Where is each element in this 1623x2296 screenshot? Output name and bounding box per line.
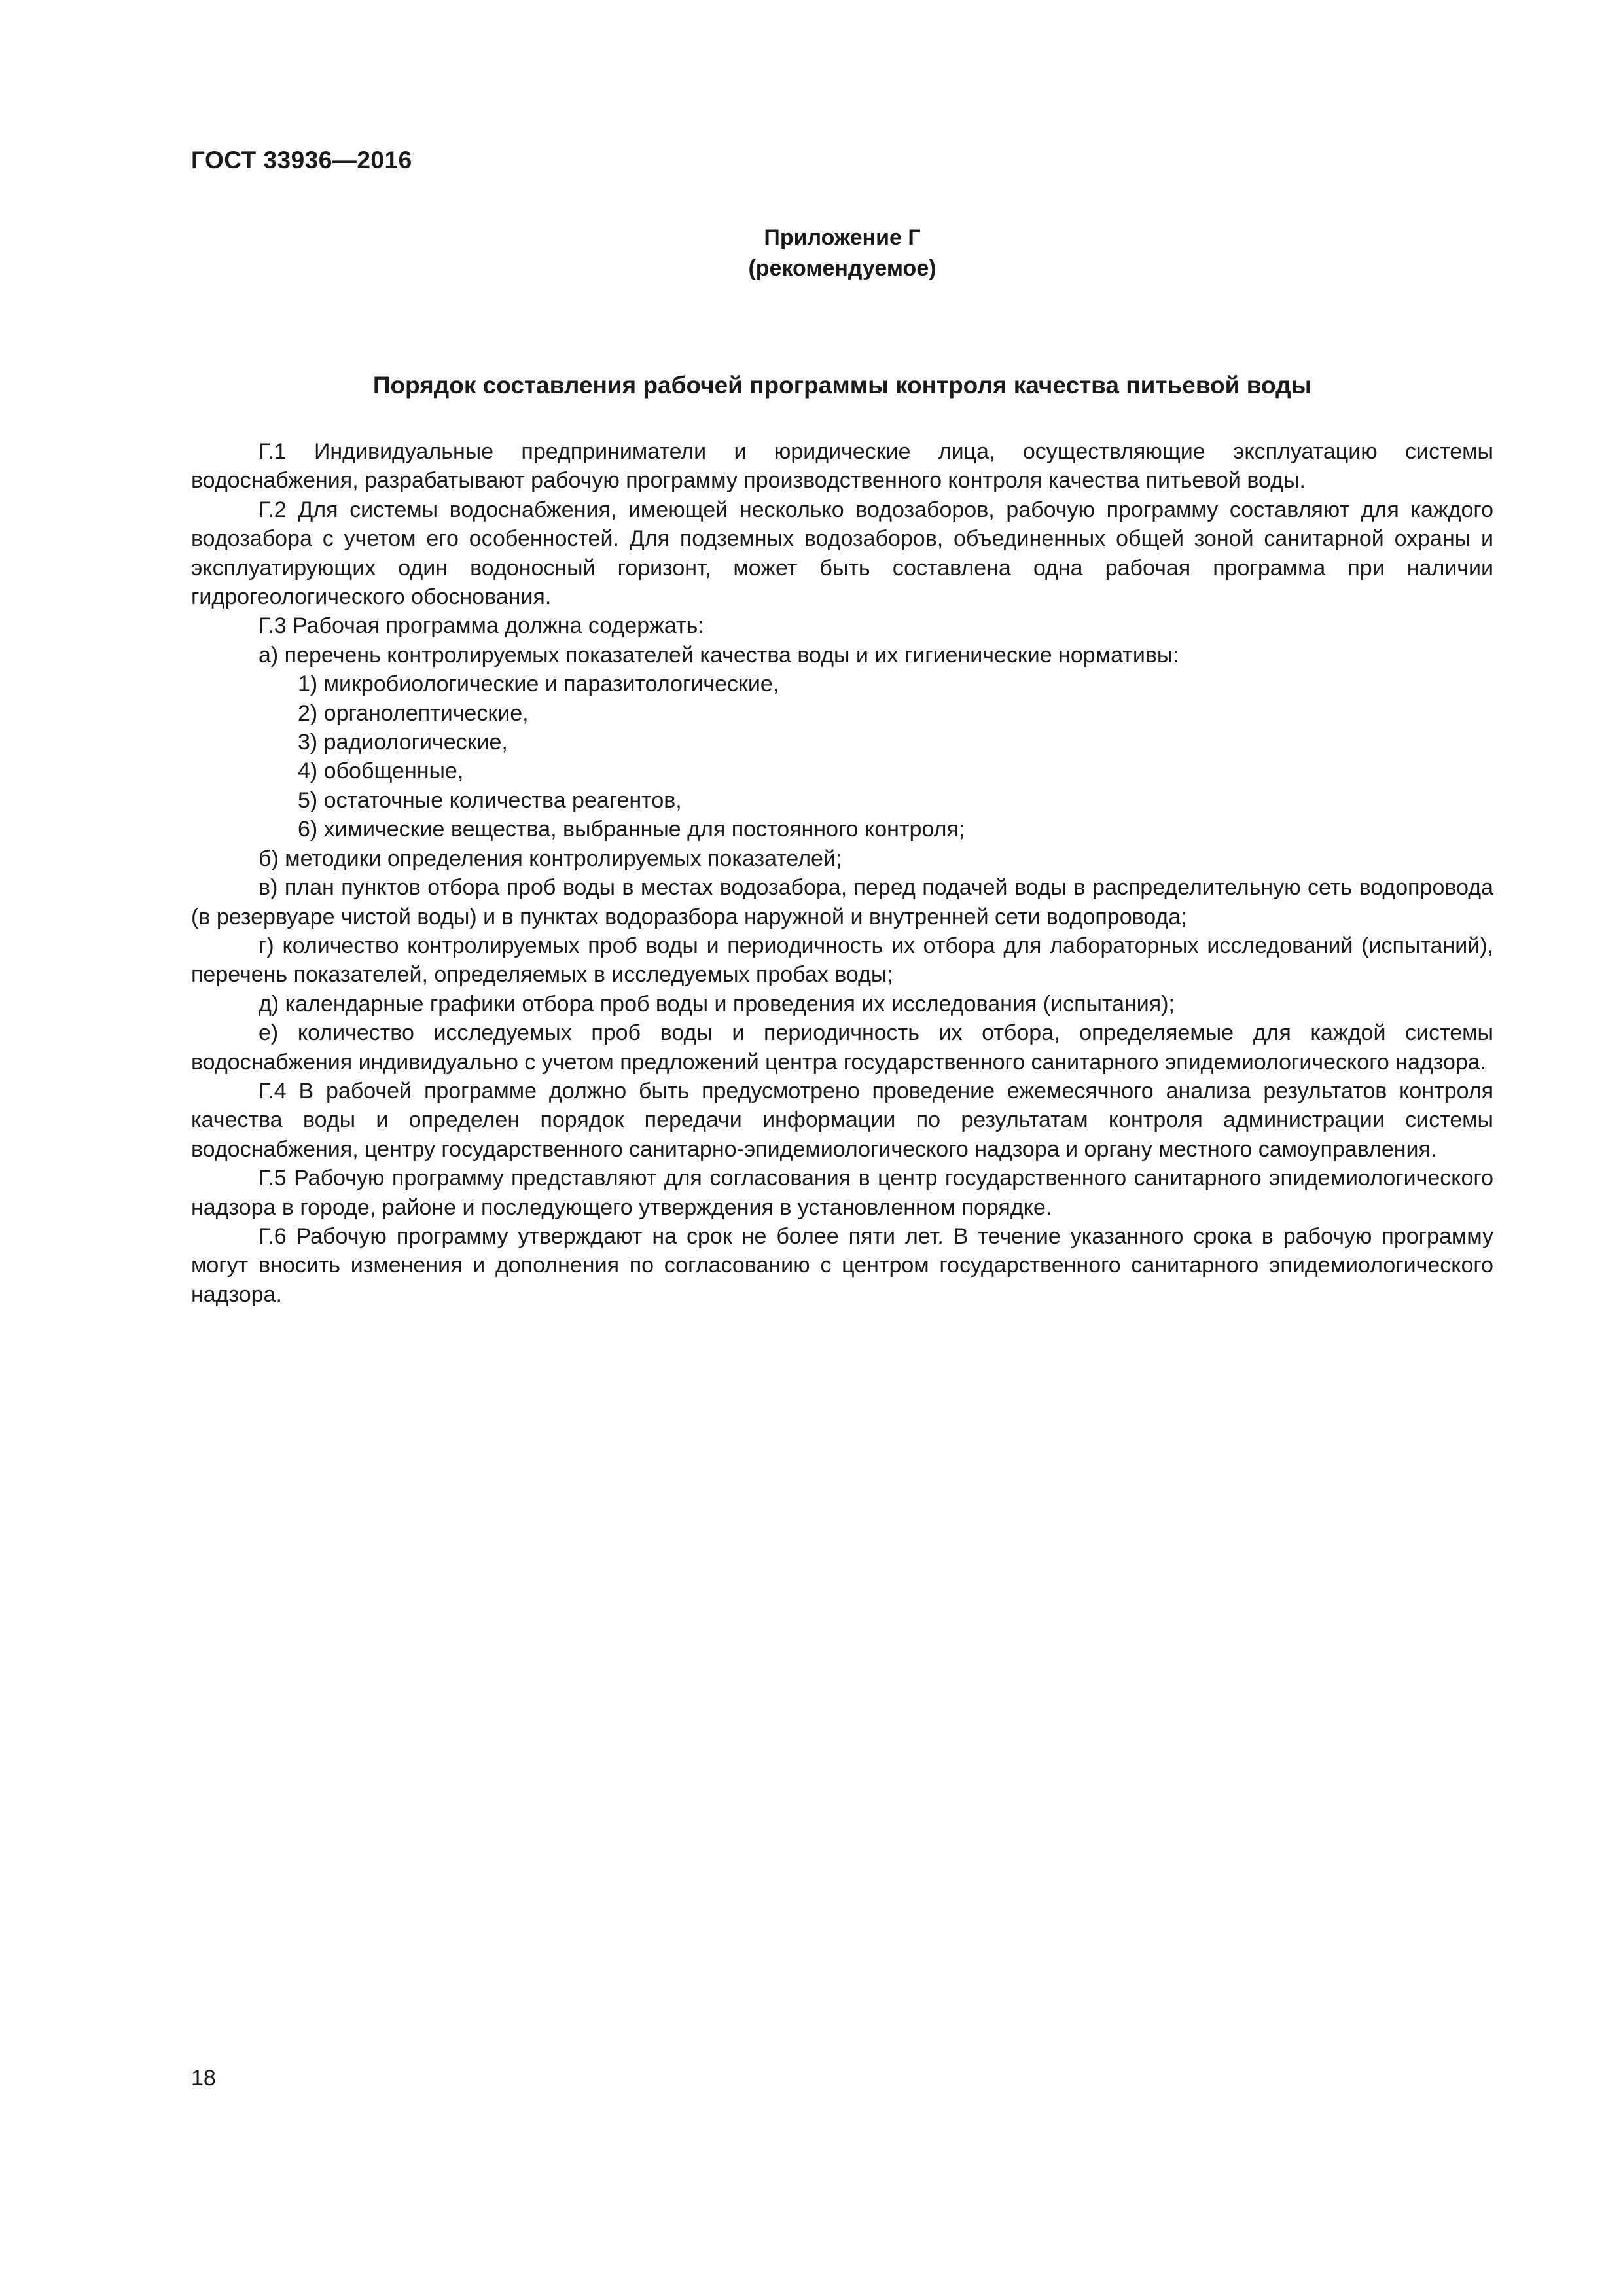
list-item-d: д) календарные графики отбора проб воды и проведения их исследования (испытания); — [259, 991, 1175, 1016]
sub-item-5: 5) остаточные количества реагентов, — [298, 787, 682, 813]
appendix-title: Приложение Г — [764, 225, 921, 250]
list-item-v: в) план пунктов отбора проб воды в местах водозабора, перед подачей воды в распределительную сеть водопровода (в резервуаре чистой воды) и в пунктах водоразбора наружной и внутренней сети водопровода; — [191, 875, 1493, 929]
page-number: 18 — [191, 2066, 216, 2090]
list-item-g: г) количество контролируемых проб воды и периодичность их отбора для лабораторных исследований (испытаний), перечень показателей, определяемых в исследуемых пробах воды; — [191, 933, 1493, 988]
paragraph-g3: Г.3 Рабочая программа должна содержать: — [259, 613, 704, 639]
paragraph-g2: Г.2 Для системы водоснабжения, имеющей несколько водозаборов, рабочую программу составляют для каждого водозабора с учетом его особенностей. Для подземных водозаборов, объединенных общей зоной санитарной охраны и эксплуатирующих один водоносный горизонт, может быть составлена одна рабочая программа при наличии гидрогеологического обоснования. — [191, 497, 1493, 610]
paragraph-g6: Г.6 Рабочую программу утверждают на срок не более пяти лет. В течение указанного срока в рабочую программу могут вносить изменения и дополнения по согласованию с центром государственного санитарного эпидемиологического надзора. — [191, 1223, 1493, 1307]
document-title: Порядок составления рабочей программы контроля качества питьевой воды — [372, 372, 1312, 399]
paragraph-g5: Г.5 Рабочую программу представляют для согласования в центр государственного санитарного эпидемиологического надзора в городе, районе и последующего утверждения в установленном порядке. — [191, 1166, 1493, 1220]
standard-code: ГОСТ 33936—2016 — [191, 147, 412, 173]
paragraph-g1: Г.1 Индивидуальные предприниматели и юридические лица, осуществляющие эксплуатацию системы водоснабжения, разрабатывают рабочую программу производственного контроля качества питьевой воды. — [191, 439, 1493, 493]
sub-item-1: 1) микробиологические и паразитологические, — [298, 672, 779, 697]
sub-item-4: 4) обобщенные, — [298, 759, 464, 784]
list-item-a: а) перечень контролируемых показателей качества воды и их гигиенические нормативы: — [259, 642, 1179, 668]
appendix-status: (рекомендуемое) — [748, 256, 936, 281]
paragraph-g4: Г.4 В рабочей программе должно быть предусмотрено проведение ежемесячного анализа результатов контроля качества воды и определен порядок передачи информации по результатам контроля администрации системы водоснабжения, центру государственного санитарно-эпидемиологического надзора и органу местного самоуправления. — [191, 1078, 1493, 1162]
document-body — [191, 437, 1493, 1309]
list-item-b: б) методики определения контролируемых показателей; — [259, 846, 842, 871]
sub-item-3: 3) радиологические, — [298, 730, 508, 755]
sub-item-6: 6) химические вещества, выбранные для постоянного контроля; — [298, 817, 965, 842]
sub-item-2: 2) органолептические, — [298, 700, 529, 726]
list-item-e: е) количество исследуемых проб воды и периодичность их отбора, определяемые для каждой системы водоснабжения индивидуально с учетом предложений центра государственного санитарного эпидемиологического надзора. — [191, 1020, 1493, 1075]
